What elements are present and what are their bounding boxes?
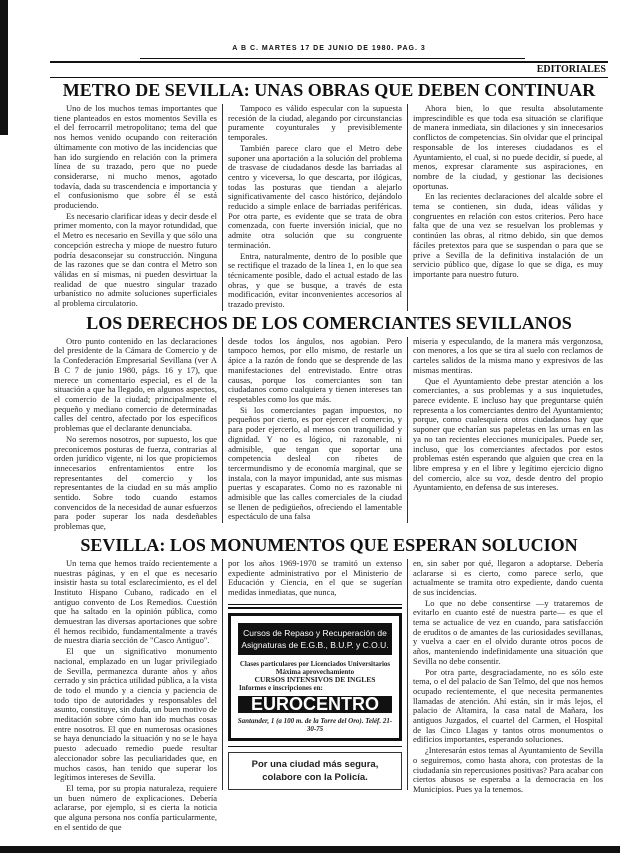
article-body xyxy=(50,559,608,834)
article-column: desde todos los ángulos, nos agobian. Pero tampoco hemos, por ello mismo, de restarle un ápice a la razón de fondo que se desprende de las manifestaciones del entrevistado. Entre otras causas, porque los comerciantes son tan ciudadanos como cualquiera y tienen intereses tan respetables como los que más. Si los comerciantes pagan impuestos, no pequeños por cierto, es por ejercer el comercio, y para poder ejercerlo, al menos con tranquilidad y dignidad. Y no es lógico, ni razonable, ni admisible, que tengan que soportar una competencia desleal con ribetes de tercermundismo y de economía marginal, que se instala, con la mayor impunidad, ante sus mismas puertas y escaparates. Como no es razonable ni admisible que las calles comerciales de la ciudad se llenen de pedigüeños, ofreciendo el lamentable espectáculo de una falsa xyxy=(222,337,408,523)
newspaper-page xyxy=(50,0,608,834)
ad-text: CURSOS INTENSIVOS DE INGLES xyxy=(254,674,376,684)
ad-text: Máxima aprovechamiento xyxy=(275,667,355,676)
eurocentro-advertisement xyxy=(228,613,402,742)
headline-monumentos: SEVILLA: LOS MONUMENTOS QUE ESPERAN SOLUCION xyxy=(80,534,578,555)
article-column: por los años 1969-1970 se tramitó un extenso expediente administrativo por el Ministerio de Educación y Ciencia, en el que se sugerían medidas inmediatas, que nunca, Cursos de Repaso y Recuperación de Asignaturas de E.G.B., B.U.P. y C.O.U. Clases particulares por Licenciados Universitarios Máxima aprovechamiento CURSOS INTENSIVOS DE INGLES Informes e inscripciones en: EUROCENTRO Santander, 1 (a 100 m. de la Torre del Oro). Teléf. 21-30-75 Por una ciudad más segura, colabore con la Policía. xyxy=(222,559,408,791)
police-notice xyxy=(228,752,402,790)
article-body xyxy=(50,104,608,311)
scan-edge xyxy=(0,846,620,853)
ad-text: Clases particulares por Licenciados Universitarios xyxy=(239,659,391,668)
article-column: Otro punto contenido en las declaraciones del presidente de la Cámara de Comercio y de la Confederación Empresarial Sevillana (ver A B C 7 de junio 1980, págs. 16 y 17), que merece un comentario especial, es el de la situación a que ha llegado, en algunos aspectos, el comercio de la ciudad; principalmente el pequeño y mediano comercio de determinadas calles del centro, afectado por los específicos problemas que el declarante denunciaba. No seremos nosotros, por supuesto, los que preconicemos posturas de fuerza, contrarias al orden jurídico vigente, ni los que propiciemos innecesarios enfrentamientos entre los representantes del comercio y los representantes de la ciudad en su más amplio sentido. Sobre todo cuando estamos convencidos de la necesidad de aunar esfuerzos para poder superar los nada desdeñables problemas que, xyxy=(54,335,217,532)
article-column: Uno de los muchos temas importantes que tiene planteados en estos momentos Sevilla es el del ferrocarril metropolitano; tema del que nos hemos venido ocupando con reiteración últimamente con motivo de las incidencias que han ido surgiendo en relación con la primera línea de su trazado, pero que no puede considerarse, ni mucho menos, agotado todavía, dada su trascendencia e importancia y el confusionismo que sobre él se está produciendo. Es necesario clarificar ideas y decir desde el primer momento, con la mayor rotundidad, que el Metro es necesario en Sevilla y que sólo una concepción estrecha y miope de nuestro futuro podría desaconsejar su construcción. Ninguna de las razones que se dan contra el Metro son válidas en sí mismas, ni pueden desvirtuar la realidad de que nuestro singular trazado urbanístico no admite soluciones superficiales al problema circulatorio. xyxy=(54,103,217,309)
scan-edge xyxy=(0,0,8,135)
article-column: Tampoco es válido especular con la supuesta recesión de la ciudad, alegando por circunstancias puramente coyunturales y previsiblemente temporales. También parece claro que el Metro debe suponer una aportación a la solución del problema de trasvase de ciudadanos desde las barriadas al centro y viceversa, lo que descarta, por ilógicas, todas las posturas que tiendan a alejarlo significativamente del casco histórico, dejándolo reducido a simple enlace de barriadas periféricas. Por otra parte, es evidente que se trata de obra comenzada, con fuerte inversión inicial, que no admite otra solución que su congruente terminación. Entra, naturalmente, dentro de lo posible que se rectifique el trazado de la línea 1, en lo que sea técnicamente posible, dado el actual estado de las obras, y que se busque, a través de esta modificación, evitar inconvenientes accesorios al trazado previsto. xyxy=(222,104,408,311)
divider xyxy=(140,58,525,59)
ad-brand: EUROCENTRO xyxy=(238,696,392,714)
article-column: miseria y especulando, de la manera más vergonzosa, con menores, a los que se tira al suelo con reclamos de carteles salidos de la misma mano y expresivos de las mismas mentiras. Que el Ayuntamiento debe prestar atención a los comerciantes, a sus problemas y a sus inquietudes, parece evidente. E incluso hay que preguntarse quién representa a los comerciantes dentro del Ayuntamiento; porque, como cualesquiera otros ciudadanos hay que suponer que echarían sus papeletas en las urnas en las ya no tan recientes elecciones municipales. Puede ser, incluso, que los comerciantes afectados por estos problemas estén esperando que alguien que crea en la libre empresa y en el libre y legítimo ejercicio digno del comercio, alce su voz, desde dentro del propio Ayuntamiento, en defensa de sus intereses. xyxy=(413,335,603,493)
section-label: EDITORIALES xyxy=(536,63,606,75)
article-body xyxy=(50,337,608,533)
article-column: Ahora bien, lo que resulta absolutamente imprescindible es que toda esa situación se clarifique de manera inmediata, sin dilaciones y sin innecesarios conflictos de competencias. Sin olvidar que el principal responsable de los intereses ciudadanos es el Ayuntamiento, el cual, si no puede decidir, sí puede, al menos, expresar claramente sus aspiraciones, en nombre de la ciudad, y gestionar las decisiones oportunas. En las recientes declaraciones del alcalde sobre el tema se contienen, sin duda, ideas válidas y congruentes en relación con estos criterios. Pero hace falta que de una vez se resuelvan los problemas y continúen las obras, al ritmo debido, sin que demos fáciles pretextos para que se suspendan o para que se prive a Sevilla de la definitiva instalación de un servicio público que, dígase lo que se diga, es muy importante para nuestro futuro. xyxy=(413,103,603,279)
divider xyxy=(228,604,402,609)
ad-text: Informes e inscripciones en: xyxy=(239,683,323,692)
notice-line: Por una ciudad más segura, xyxy=(251,759,379,771)
headline-metro: METRO DE SEVILLA: UNAS OBRAS QUE DEBEN CONTINUAR xyxy=(62,80,596,100)
ad-headline: Cursos de Repaso y Recuperación de Asignaturas de E.G.B., B.U.P. y C.O.U. xyxy=(238,623,392,655)
article-column: Un tema que hemos traído recientemente a nuestras páginas, y en el que es necesario insistir hasta su total esclarecimiento, es el del Instituto Hispano Cubano, radicado en el antiguo convento de Los Remedios. Cuestión que ha saltado en la opinión pública, como demuestran las diversas aportaciones que sobre él hemos recibido, fundamentalmente a través de nuestra diaria sección de "Casco Antiguo". El que un significativo monumento nacional, emplazado en un lugar privilegiado de Sevilla, permanezca durante años y años cerrado y sin práctica utilidad pública, a la vista de todo el mundo y a ciencia y paciencia de todo tipo de autoridades y responsables del asunto, constituye, sin duda, un buen motivo de meditación sobre cómo han ido muchas cosas entre nosotros. El que en numerosas ocasiones se haya denunciado la situación y no se le haya puesto adecuado remedio puede resultar aleccionador sobre las peculiaridades que, en muchos casos, han tenido que superar los legítimos intereses de Sevilla. El tema, por su propia naturaleza, requiere un buen número de explicaciones. Debería aclararse, por ejemplo, si es cierta la noticia que alguna persona nos confía particularmente, en el sentido de que xyxy=(54,557,217,832)
article-column: en, sin saber por qué, llegaron a adoptarse. Debería aclararse si es cierto, como parece serlo, que actualmente se tramita otro expediente, dando cuenta de sus incidencias. Lo que no debe consentirse —y trataremos de evitarlo en cuanto esté de nuestra parte— es que el tema se actualice de vez en cuando, para satisfacción de eruditos o de amantes de las curiosidades sevillanas, y vuelva a caer en el olvido durante otros pocos de años, manteniendo indefinidamente una situación que Sevilla no debe consentir. Por otra parte, desgraciadamente, no es sólo este tema, o el del palacio de San Telmo, del que nos hemos ocupado recientemente, el que necesita permanentes llamadas de atención. Ahí están, sin ir más lejos, el palacio de Altamira, la casa natal de Mañara, los antiguos Juzgados, el cuartel del Carmen, el Hospital de las Cinco Llagas y tantos otros monumentos o edificios importantes, esperando soluciones. ¿Interesarán estos temas al Ayuntamiento de Sevilla o seguiremos, como hasta ahora, con protestas de la ciudadanía sin repercusiones positivas? Para acabar con ciertos abusos se esperaba a la democracia en los Municipios. Pues ya la tenemos. xyxy=(413,557,603,794)
notice-line: colabore con la Policía. xyxy=(262,772,368,784)
divider xyxy=(50,77,608,79)
page-folio: A B C. MARTES 17 DE JUNIO DE 1980. PAG. 3 xyxy=(232,45,426,52)
headline-comerciantes: LOS DERECHOS DE LOS COMERCIANTES SEVILLANOS xyxy=(86,312,572,333)
divider xyxy=(228,746,402,747)
ad-address: Santander, 1 (a 100 m. de la Torre del Oro). Teléf. 21-30-75 xyxy=(237,717,393,734)
